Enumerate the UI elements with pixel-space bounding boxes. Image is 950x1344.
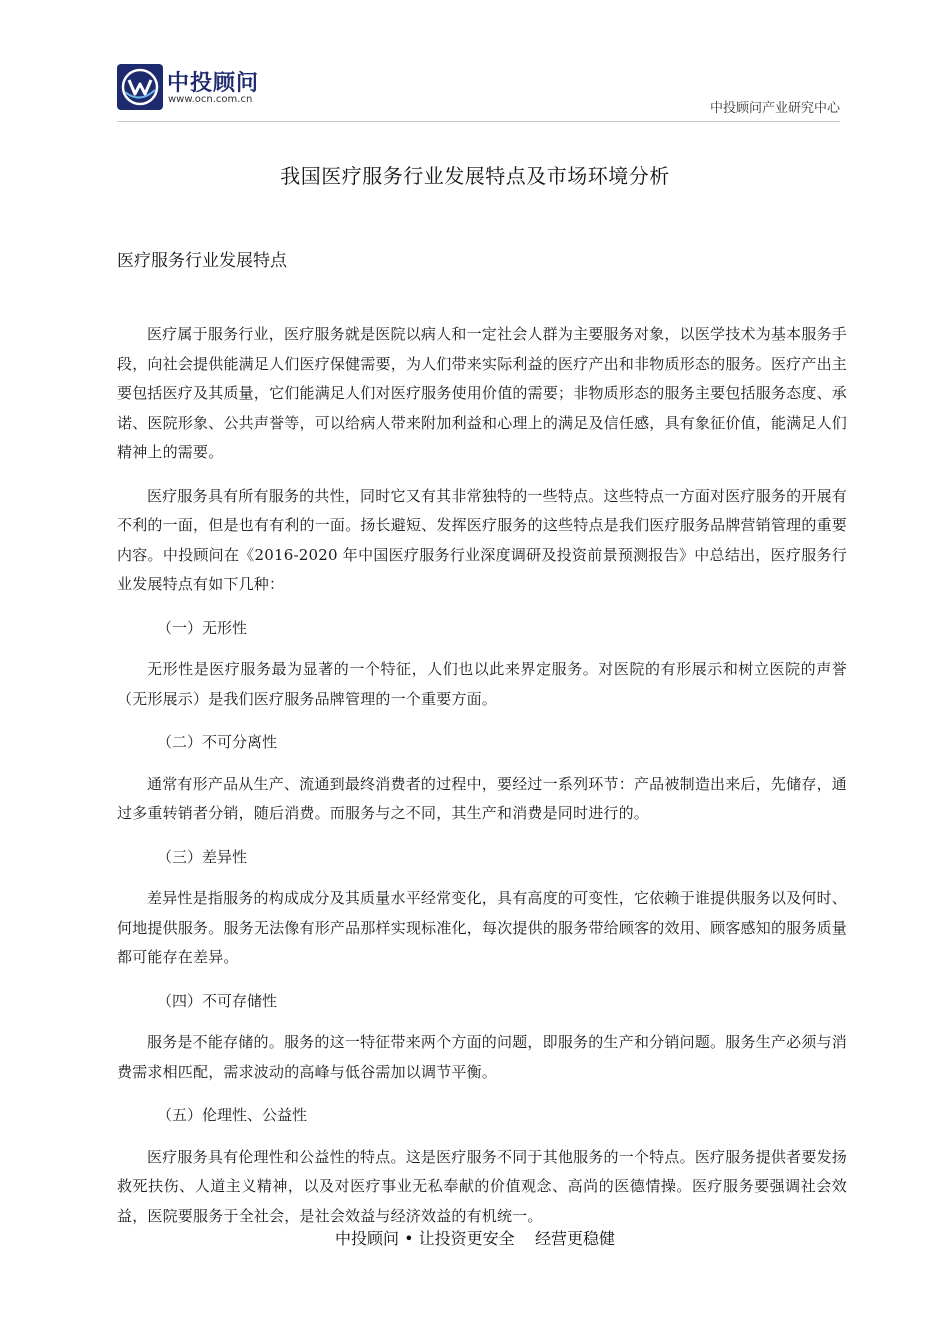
section-title: 医疗服务行业发展特点 xyxy=(117,251,287,271)
item-heading: （四）不可存储性 xyxy=(157,991,278,1010)
item-text: 无形性是医疗服务最为显著的一个特征，人们也以此来界定服务。对医院的有形展示和树立医院的声誉（无形展示）是我们医疗服务品牌管理的一个重要方面。 xyxy=(117,660,847,708)
item-heading: （一）无形性 xyxy=(157,618,248,637)
item-heading: （二）不可分离性 xyxy=(157,733,278,751)
document-title: 我国医疗服务行业发展特点及市场环境分析 xyxy=(280,164,670,188)
item-text: 服务是不能存储的。服务的这一特征带来两个方面的问题，即服务的生产和分销问题。服务生产必须与消费需求相匹配，需求波动的高峰与低谷需加以调节平衡。 xyxy=(117,1033,847,1081)
item-text: 差异性是指服务的构成成分及其质量水平经常变化，具有高度的可变性，它依赖于谁提供服务以及何时、何地提供服务。服务无法像有形产品那样实现标准化，每次提供的服务带给顾客的效用、顾客感知的服务质量都可能存在差异。 xyxy=(117,889,847,966)
document-body xyxy=(117,320,847,1245)
header-divider xyxy=(117,121,840,122)
item-heading: （五）伦理性、公益性 xyxy=(157,1106,308,1124)
logo-mark-icon xyxy=(117,64,163,110)
header-org-name: 中投顾问产业研究中心 xyxy=(709,101,840,116)
item-text: 通常有形产品从生产、流通到最终消费者的过程中，要经过一系列环节：产品被制造出来后，先储存，通过多重转销者分销，随后消费。而服务与之不同，其生产和消费是同时进行的。 xyxy=(117,774,847,822)
logo-url: www.ocn.com.cn xyxy=(168,94,253,105)
company-logo xyxy=(117,64,267,110)
paragraph-intro: 医疗属于服务行业，医疗服务就是医院以病人和一定社会人群为主要服务对象，以医学技术为基本服务手段，向社会提供能满足人们医疗保健需要，为人们带来实际利益的医疗产出和非物质形态的服务。医疗产出主要包括医疗及其质量，它们能满足人们对医疗服务使用价值的需要；非物质形态的服务主要包括服务态度、承诺、医院形象、公共声誉等，可以给病人带来附加利益和心理上的满足及信任感，具有象征价值，能满足人们精神上的需要。 xyxy=(117,325,847,461)
paragraph-overview: 医疗服务具有所有服务的共性，同时它又有其非常独特的一些特点。这些特点一方面对医疗服务的开展有不利的一面，但是也有有利的一面。扬长避短、发挥医疗服务的这些特点是我们医疗服务品牌营销管理的重要内容。中投顾问在《2016-2020 年中国医疗服务行业深度调研及投资前景预测报告》中总结出，医疗服务行业发展特点有如下几种： xyxy=(117,486,847,593)
logo-text: 中投顾问 xyxy=(167,71,260,96)
item-text: 医疗服务具有伦理性和公益性的特点。这是医疗服务不同于其他服务的一个特点。医疗服务提供者要发扬救死扶伤、人道主义精神，以及对医疗事业无私奉献的价值观念、高尚的医德情操。医疗服务要强调社会效益，医院要服务于全社会，是社会效益与经济效益的有机统一。 xyxy=(117,1147,847,1225)
item-heading: （三）差异性 xyxy=(157,847,248,866)
footer-slogan: 中投顾问 • 让投资更安全 经营更稳健 xyxy=(335,1229,615,1248)
